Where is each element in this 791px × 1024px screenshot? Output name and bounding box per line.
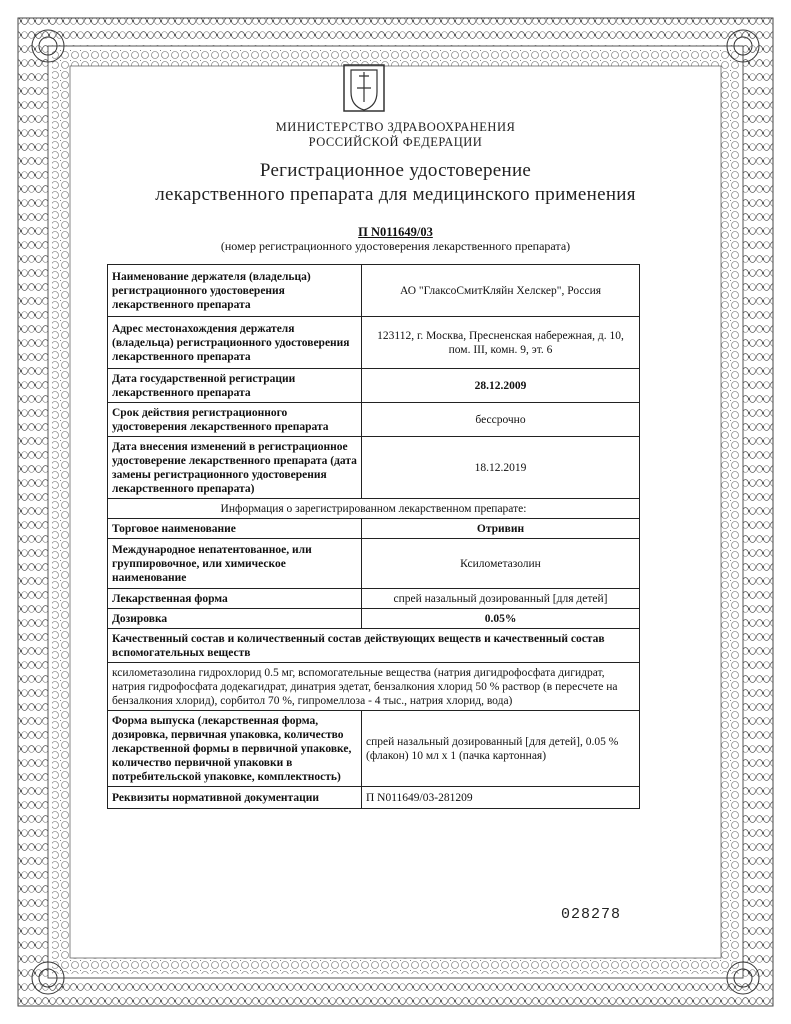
table-row-trade-name: [108, 519, 640, 539]
table-row-holder: [108, 265, 640, 317]
form-value: спрей назальный дозированный [для детей]: [362, 589, 640, 609]
change-date-value: 18.12.2019: [362, 437, 640, 499]
change-date-label: Дата внесения изменений в регистрационное удостоверение лекарственного препарата (дата замены регистрационного удостоверения лекарственного препарата): [108, 437, 362, 499]
trade-name-label: Торговое наименование: [108, 519, 362, 539]
table-row-composition: [108, 663, 640, 711]
holder-value: АО "ГлаксоСмитКляйн Хелскер", Россия: [362, 265, 640, 317]
reg-date-label: Дата государственной регистрации лекарственного препарата: [108, 369, 362, 403]
serial-number: 028278: [561, 906, 622, 923]
table-row-change-date: [108, 437, 640, 499]
table-row-inn: [108, 539, 640, 589]
document-title-line2: лекарственного препарата для медицинского применения: [155, 184, 636, 205]
table-row-form: [108, 589, 640, 609]
inn-label: Международное непатентованное, или группировочное, или химическое наименование: [108, 539, 362, 589]
certificate-table: [107, 264, 640, 809]
reg-date-value: 28.12.2009: [362, 369, 640, 403]
table-row-validity: [108, 403, 640, 437]
coat-of-arms-emblem: [341, 62, 387, 116]
table-row-address: [108, 317, 640, 369]
registration-number-note: (номер регистрационного удостоверения лекарственного препарата): [220, 239, 571, 253]
holder-label: Наименование держателя (владельца) регистрационного удостоверения лекарственного препарата: [108, 265, 362, 317]
composition-heading: Качественный состав и количественный состав действующих веществ и качественный состав вспомогательных веществ: [108, 629, 640, 663]
document-title-line1: Регистрационное удостоверение: [259, 160, 532, 181]
release-label: Форма выпуска (лекарственная форма, дозировка, первичная упаковка, количество лекарственной формы в первичной упаковке, количество первичной упаковки в потребительской упаковке, комплектность): [108, 711, 362, 787]
address-value: [362, 317, 640, 369]
ministry-name-line2: РОССИЙСКОЙ ФЕДЕРАЦИИ: [308, 135, 483, 149]
form-label: Лекарственная форма: [108, 589, 362, 609]
registration-number-text: П N011649/03: [358, 225, 433, 239]
registration-number: [0, 225, 791, 240]
table-row-dosage: [108, 609, 640, 629]
table-row-info-heading: [108, 499, 640, 519]
release-value: спрей назальный дозированный [для детей], 0.05 % (флакон) 10 мл x 1 (пачка картонная): [362, 711, 640, 787]
info-heading: Информация о зарегистрированном лекарственном препарате:: [108, 499, 640, 519]
table-row-composition-heading: [108, 629, 640, 663]
validity-label: Срок действия регистрационного удостоверения лекарственного препарата: [108, 403, 362, 437]
table-row-release: [108, 711, 640, 787]
validity-value: бессрочно: [362, 403, 640, 437]
dosage-label: Дозировка: [108, 609, 362, 629]
table-row-reg-date: [108, 369, 640, 403]
normdoc-value: П N011649/03-281209: [362, 787, 640, 809]
ministry-name-line1: МИНИСТЕРСТВО ЗДРАВООХРАНЕНИЯ: [275, 120, 516, 134]
trade-name-value: Отривин: [362, 519, 640, 539]
address-line1: 123112, г. Москва, Пресненская набережная, д. 10,: [377, 329, 624, 342]
inn-value: Ксилометазолин: [362, 539, 640, 589]
dosage-value: 0.05%: [362, 609, 640, 629]
normdoc-label: Реквизиты нормативной документации: [108, 787, 362, 809]
address-label: Адрес местонахождения держателя (владельца) регистрационного удостоверения лекарственного препарата: [108, 317, 362, 369]
address-line2: пом. III, комн. 9, эт. 6: [448, 343, 553, 356]
table-row-normdoc: [108, 787, 640, 809]
composition-value: ксилометазолина гидрохлорид 0.5 мг, вспомогательные вещества (натрия дигидрофосфата дигидрат, натрия гидрофосфата додекагидрат, динатрия эдетат, бензалкония хлорид 50 % раствор (в пересчете на бензалкония хлорид), сорбитол 70 %, гипромеллоза - 4 тыс., натрия хлорид, вода): [108, 663, 640, 711]
